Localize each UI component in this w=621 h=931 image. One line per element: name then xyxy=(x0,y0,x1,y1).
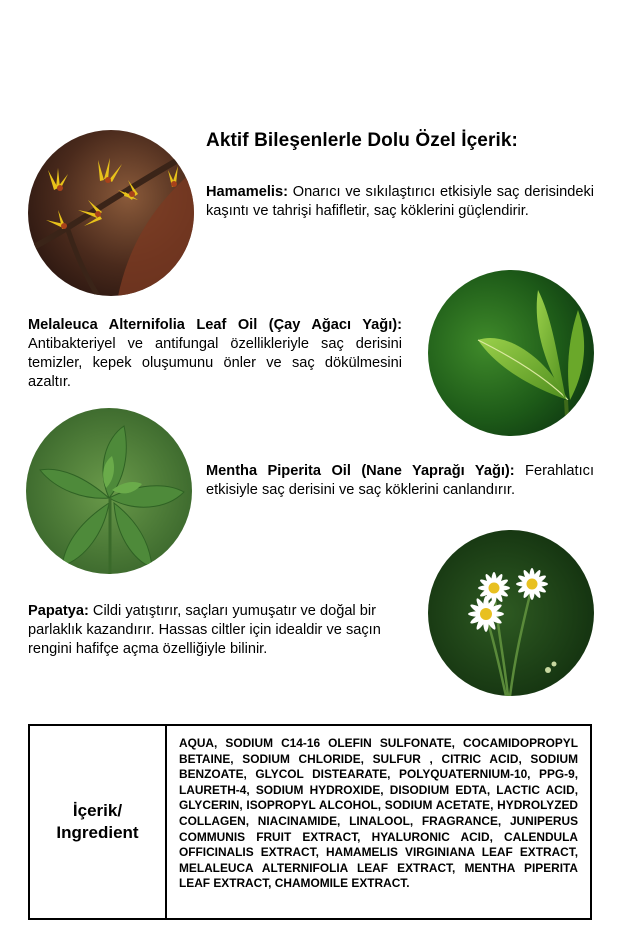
ingredients-label xyxy=(30,726,167,918)
chamomile-text: Cildi yatıştırır, saçları yumuşatır ve doğal bir parlaklık kazandırır. Hassas ciltler için idealdir ve saçın rengini hafifçe açma özelliğiyle bilinir. xyxy=(28,603,381,657)
page-title: Aktif Bileşenlerle Dolu Özel İçerik: xyxy=(206,130,518,151)
chamomile-flowers-image xyxy=(428,530,594,696)
chamomile-name: Papatya: xyxy=(28,603,89,619)
ingredients-label-line1: İçerik/ xyxy=(72,801,123,820)
ingredients-label-line2: Ingredient xyxy=(56,823,139,842)
mint-text: Ferahlatıcı etkisiyle saç derisini ve saç köklerini canlandırır. xyxy=(206,463,594,498)
hamamelis-description xyxy=(206,183,594,221)
hamamelis-text: Onarıcı ve sıkılaştırıcı etkisiyle saç derisindeki kaşıntı ve tahrişi hafifletir, saç köklerini güçlendirir. xyxy=(206,184,594,219)
tea-tree-text: Antibakteriyel ve antifungal özellikleriyle saç derisini temizler, kepek oluşumunu önler ve saç dökülmesini azaltır. xyxy=(28,336,402,390)
mint-name: Mentha Piperita Oil (Nane Yaprağı Yağı): xyxy=(206,463,515,479)
ingredients-list: AQUA, SODIUM C14-16 OLEFIN SULFONATE, COCAMIDOPROPYL BETAINE, SODIUM CHLORIDE, SULFUR , CITRIC ACID, SODIUM BENZOATE, GLYCOL DISTEARATE, POLYQUATERNIUM-10, PPG-9, LAURETH-4, SODIUM HYDROXIDE, DISODIUM EDTA, LACTIC ACID, GLYCERIN, ISOPROPYL ALCOHOL, SODIUM ACETATE, HYDROLYZED COLLAGEN, NIACINAMIDE, LINALOOL, FRAGRANCE, JUNIPERUS COMMUNIS FRUIT EXTRACT, HYALURONIC ACID, CALENDULA OFFICINALIS EXTRACT, HAMAMELIS VIRGINIANA LEAF EXTRACT, MELALEUCA ALTERNIFOLIA LEAF EXTRACT, MENTHA PIPERITA LEAF EXTRACT, CHAMOMILE EXTRACT. xyxy=(179,736,578,891)
ingredients-table xyxy=(28,724,592,920)
mint-description xyxy=(206,462,594,500)
mint-leaves-image xyxy=(26,408,192,574)
hamamelis-name: Hamamelis: xyxy=(206,184,288,200)
witch-hazel-flower-image xyxy=(28,130,194,296)
tea-tree-name: Melaleuca Alternifolia Leaf Oil (Çay Ağacı Yağı): xyxy=(28,317,402,333)
tea-leaf-image xyxy=(428,270,594,436)
chamomile-description xyxy=(28,602,402,659)
tea-tree-description xyxy=(28,316,402,392)
